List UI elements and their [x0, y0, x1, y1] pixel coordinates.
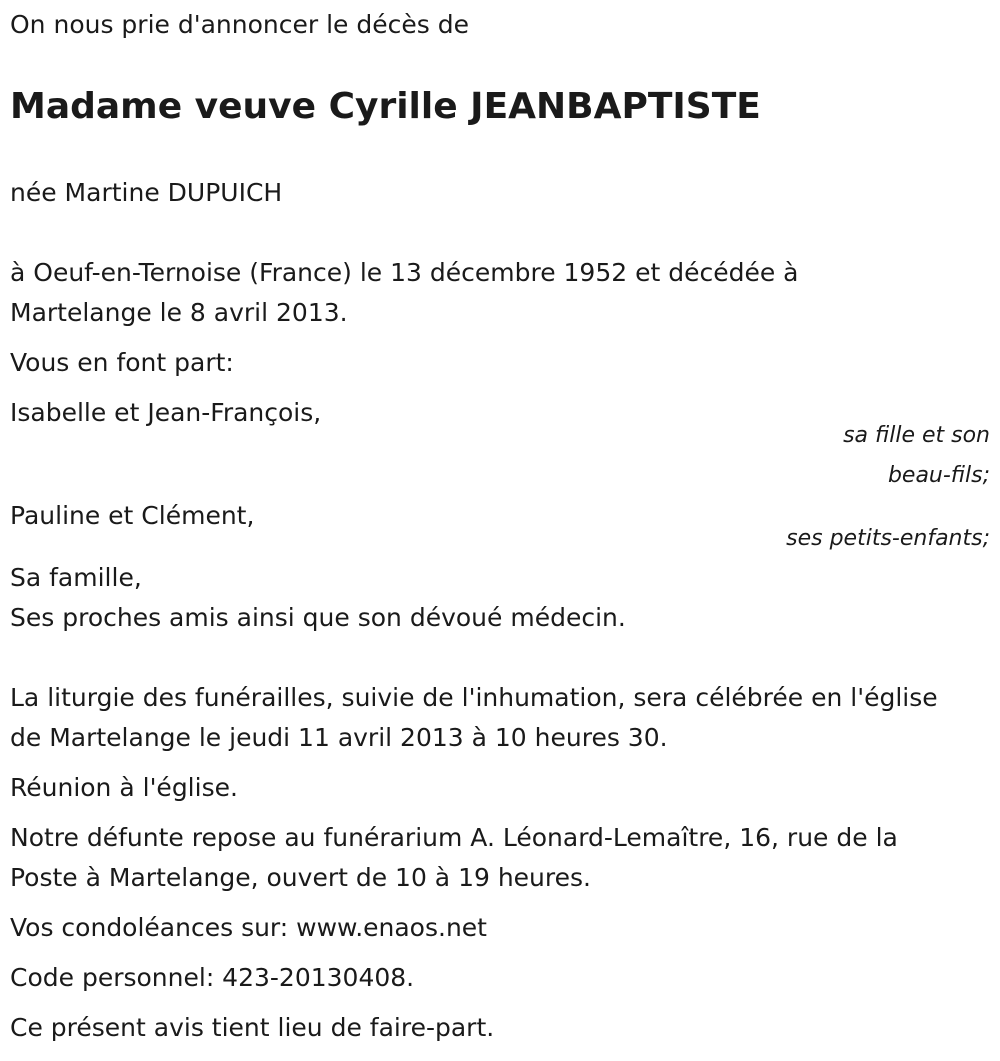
maiden-name: née Martine DUPUICH — [10, 178, 283, 207]
rest-line-1: Notre défunte repose au funérarium A. Léonard-Lemaître, 16, rue de la — [10, 823, 898, 852]
others-line-2: Ses proches amis ainsi que son dévoué médecin. — [10, 603, 626, 632]
birth-death-line-2: Martelange le 8 avril 2013. — [10, 298, 348, 327]
intro-text: On nous prie d'annoncer le décès de — [10, 10, 469, 39]
family-member-names: Pauline et Clément, — [10, 501, 255, 530]
liturgy-line-1: La liturgie des funérailles, suivie de l'inhumation, sera célébrée en l'église — [10, 683, 938, 712]
family-member-relation: ses petits-enfants; — [786, 526, 990, 551]
meeting-text: Réunion à l'église. — [10, 773, 238, 802]
family-member-relation: sa fille et son — [843, 423, 990, 448]
condolences-text: Vos condoléances sur: www.enaos.net — [10, 913, 487, 942]
rest-line-2: Poste à Martelange, ouvert de 10 à 19 heures. — [10, 863, 591, 892]
notice-text: Ce présent avis tient lieu de faire-part. — [10, 1013, 495, 1042]
family-member-relation: beau-fils; — [887, 463, 990, 488]
announce-text: Vous en font part: — [10, 348, 234, 377]
family-member-names: Isabelle et Jean-François, — [10, 398, 322, 427]
birth-death-line-1: à Oeuf-en-Ternoise (France) le 13 décembre 1952 et décédée à — [10, 258, 799, 287]
others-line-1: Sa famille, — [10, 563, 142, 592]
personal-code: Code personnel: 423-20130408. — [10, 963, 415, 992]
deceased-name: Madame veuve Cyrille JEANBAPTISTE — [10, 86, 761, 127]
liturgy-line-2: de Martelange le jeudi 11 avril 2013 à 10 heures 30. — [10, 723, 668, 752]
